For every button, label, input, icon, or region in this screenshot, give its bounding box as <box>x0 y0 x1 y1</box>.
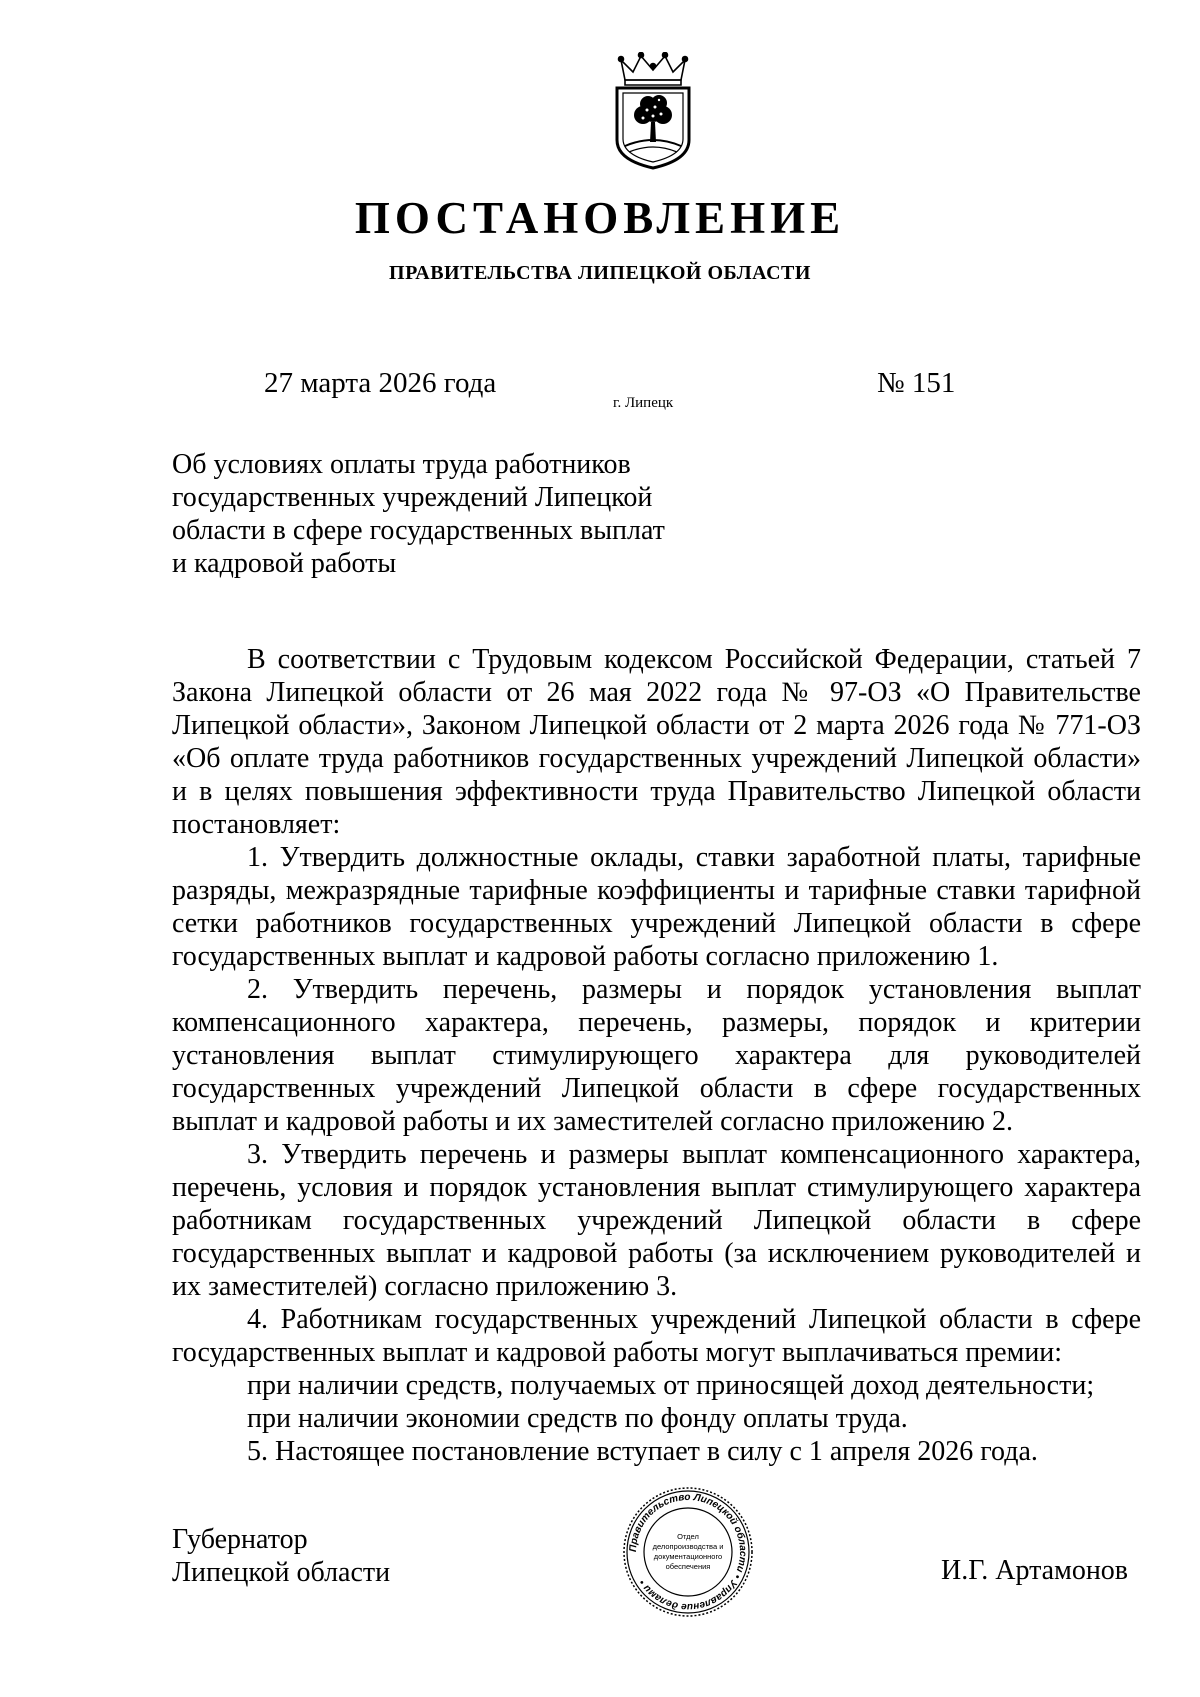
stamp-inner-line: обеспечения <box>665 1562 711 1571</box>
stamp-inner-line: делопроизводства и <box>652 1542 724 1551</box>
document-issuer: ПРАВИТЕЛЬСТВА ЛИПЕЦКОЙ ОБЛАСТИ <box>389 262 811 284</box>
body-paragraph-item-1: 1. Утвердить должностные оклады, ставки заработной платы, тарифные разряды, межразрядные тарифные коэффициенты и тарифные ставки тарифной сетки работников государственных учреждений Липецкой области в сфере государственных выплат и кадровой работы согласно приложению 1. <box>172 842 1141 972</box>
signer-title-line: Липецкой области <box>172 1557 391 1588</box>
body-paragraph-item-3: 3. Утвердить перечень и размеры выплат компенсационного характера, перечень, условия и порядок установления выплат стимулирующего характера работникам государственных учреждений Липецкой области в сфере государственных выплат и кадровой работы (за исключением руководителей и их заместителей) согласно приложению 3. <box>172 1139 1141 1302</box>
subject-line: и кадровой работы <box>172 548 397 579</box>
stamp-outer-text: Правительство Липецкой области • Управление делами • <box>627 1491 749 1613</box>
signer-title-line: Губернатор <box>172 1524 308 1555</box>
stamp-inner-line: документационного <box>653 1552 723 1561</box>
subject-line: Об условиях оплаты труда работников <box>172 449 631 480</box>
official-stamp <box>621 1485 755 1619</box>
coat-of-arms-emblem <box>603 52 703 172</box>
document-title: ПОСТАНОВЛЕНИЕ <box>354 193 846 243</box>
body-paragraph-item-4-condition: при наличии средств, получаемых от приносящей доход деятельности; <box>247 1370 1095 1401</box>
subject-line: области в сфере государственных выплат <box>172 515 665 546</box>
subject-line: государственных учреждений Липецкой <box>172 482 653 513</box>
body-paragraph-item-4: 4. Работникам государственных учреждений Липецкой области в сфере государственных выплат и кадровой работы могут выплачиваться премии: <box>172 1304 1141 1368</box>
body-paragraph-item-5: 5. Настоящее постановление вступает в силу с 1 апреля 2026 года. <box>247 1436 1038 1467</box>
body-paragraph-item-4-condition: при наличии экономии средств по фонду оплаты труда. <box>247 1403 908 1434</box>
document-date: 27 марта 2026 года <box>264 367 497 399</box>
document-city: г. Липецк <box>613 395 674 411</box>
stamp-inner-line: Отдел <box>677 1532 699 1541</box>
document-subject <box>172 448 712 580</box>
body-paragraph-item-2: 2. Утвердить перечень, размеры и порядок установления выплат компенсационного характера, перечень, размеры, порядок и критерии установления выплат стимулирующего характера для руководителей государственных учреждений Липецкой области в сфере государственных выплат и кадровой работы и их заместителей согласно приложению 2. <box>172 974 1141 1137</box>
signer-name: И.Г. Артамонов <box>941 1555 1129 1586</box>
body-paragraph-preamble: В соответствии с Трудовым кодексом Российской Федерации, статьей 7 Закона Липецкой области от 26 мая 2022 года № 97-ОЗ «О Правительстве Липецкой области», Законом Липецкой области от 2 марта 2026 года № 771-ОЗ «Об оплате труда работников государственных учреждений Липецкой области» и в целях повышения эффективности труда Правительство Липецкой области постановляет: <box>172 644 1141 840</box>
document-number: № 151 <box>877 367 956 399</box>
signer-title <box>172 1523 390 1589</box>
document-body <box>172 643 1141 1468</box>
